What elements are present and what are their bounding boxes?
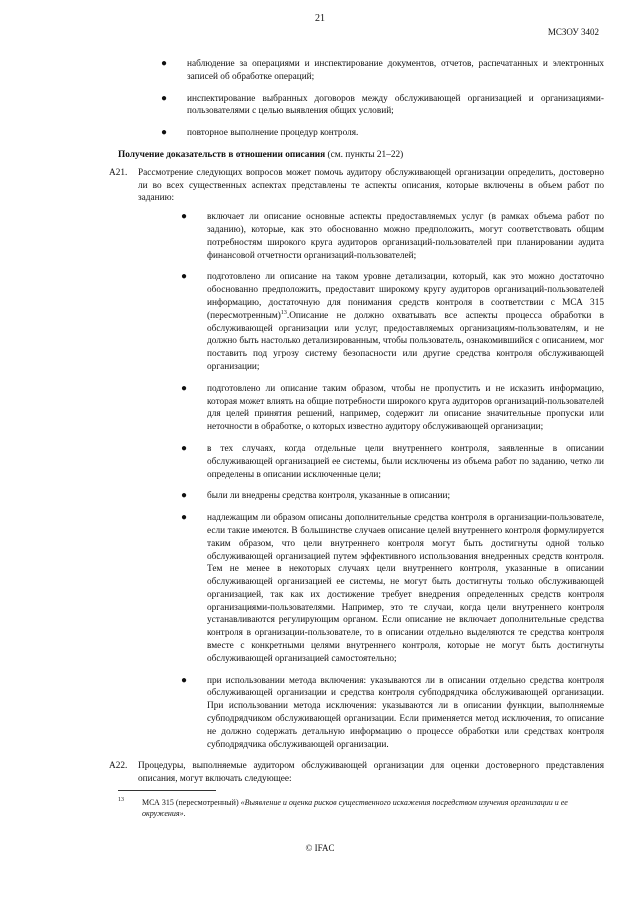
page-number: 21: [315, 13, 325, 24]
list-item: ● были ли внедрены средства контроля, указанные в описании;: [181, 490, 451, 502]
list-item: ● включает ли описание основные аспекты предоставляемых услуг (в рамках объема работ по заданию), которые, как это обоснованно можно предположить, могут соответствовать общим потребностям широкого круга аудиторов организаций-пользователей при планировании аудита финансовой отчетности организаций-пользователей;: [181, 211, 604, 261]
footnote-title: «Выявление и оценка рисков существенного искажения посредством изучения организации и ее окружения».: [142, 798, 568, 818]
bullet-icon: ●: [161, 127, 168, 139]
a21-bullet-list: [138, 211, 604, 751]
section-heading: [118, 149, 604, 162]
bullet-icon: ●: [161, 92, 168, 104]
top-bullet-list: [118, 58, 604, 140]
footnote-number: 13: [118, 797, 124, 803]
bullet-icon: ●: [181, 674, 188, 686]
bullet-icon: ●: [181, 490, 188, 502]
list-item: ● наблюдение за операциями и инспектирование документов, отчетов, распечатанных и электронных записей об обработке операций;: [161, 58, 604, 82]
publisher-footer: © IFAC: [305, 843, 335, 853]
footnote-lead: МСА 315 (пересмотренный): [142, 798, 239, 807]
bullet-icon: ●: [181, 382, 188, 394]
bullet-icon: ●: [161, 58, 168, 69]
paragraph-number: A21.: [109, 167, 128, 178]
list-item: ● подготовлено ли описание на таком уровне детализации, который, как это можно достаточно обоснованно предположить, предоставит широкому кругу аудиторов организаций-пользователей информацию, достаточную для понимания средств контроля в соответствии с МСА 315 (пересмотренным)$^{13}$.Описание не должно охватывать все аспекты процесса обработки в обслуживающей организации или услуг, предоставляемых организациям-пользователям, и не должно быть настолько детализированным, чтобы пользователь, ознакомившийся с описанием, мог поставить под угрозу систему безопасности или другие средства контроля обслуживающей организации;: [181, 271, 604, 372]
bullet-icon: ●: [181, 211, 188, 223]
list-item: ● подготовлено ли описание таким образом, чтобы не пропустить и не исказить информацию, которая может влиять на общие потребности широкого круга аудиторов организаций-пользователей для целей принятия решений, например, содержит ли описание значительные пропуски или неточности в обработке, о которых известно аудитору обслуживающей организации;: [181, 382, 604, 433]
list-item: ● инспектирование выбранных договоров между обслуживающей организацией и организациями-пользователями с целью выявления общих условий;: [161, 92, 604, 117]
paragraph-a22: [109, 760, 604, 786]
paragraph-text: Рассмотрение следующих вопросов может помочь аудитору обслуживающей организации определить, достоверно ли во всех существенных аспектах представлены те аспекты описания, которые включены в объем работ по заданию:: [138, 167, 604, 204]
section-reference: (см. пункты 21–22): [327, 149, 404, 160]
list-item: ● при использовании метода включения: указываются ли в описании отдельно средства контроля обслуживающей организации и средства контроля субподрядчика обслуживающей организации. При использовании метода исключения: указываются ли в описании функции, выполняемые субподрядчиком обслуживающей организации. Если применяется метод исключения, то описание не должно содержать детальную информацию о процессе обработки или средствах контроля субподрядчика обслуживающей организации.: [181, 674, 604, 750]
paragraph-number: A22.: [109, 761, 128, 772]
paragraph-a21: [109, 167, 604, 752]
bullet-icon: ●: [181, 442, 188, 454]
list-item: ● в тех случаях, когда отдельные цели внутреннего контроля, заявленные в описании обслуживающей организацией ее системы, были исключены из объема работ по заданию, четко ли определены в описании исключенные цели;: [181, 442, 604, 480]
paragraph-text: Процедуры, выполняемые аудитором обслуживающей организации для оценки достоверного представления описания, могут включать следующее:: [138, 761, 604, 785]
document-code: МСЗОУ 3402: [547, 27, 599, 37]
bullet-icon: ●: [181, 512, 188, 524]
page-content: [109, 58, 604, 794]
section-title: Получение доказательств в отношении описания: [118, 149, 326, 160]
list-item: ● надлежащим ли образом описаны дополнительные средства контроля в организации-пользователе, если такие имеются. В большинстве случаев описание целей внутреннего контроля формулируется таким образом, что цели внутреннего контроля могут быть достигнуты одной только обслуживающей организацией путем эффективного использования внедренных средств контроля. Тем не менее в некоторых случаях цели внутреннего контроля, указанные в описании обслуживающей организацией ее системы, не могут быть достигнуты только обслуживающей организацией, так как их достижение требует внедрения определенных средств контроля организациями-пользователями. Например, это те случаи, когда цели внутреннего контроля устанавливаются регулирующим органом. Если описание не включает дополнительные средства контроля в организации-пользователе, то в описании отдельно выделяются те средства контроля вместе с конкретными целями внутреннего контроля, которые не могут быть достигнуты обслуживающей организацией самостоятельно;: [181, 512, 604, 664]
footnote-ref[interactable]: 13: [280, 309, 287, 316]
bullet-icon: ●: [181, 271, 188, 283]
footnote-divider: [118, 790, 216, 791]
list-item: ● повторное выполнение процедур контроля.: [161, 127, 359, 139]
footnote: [118, 797, 600, 819]
